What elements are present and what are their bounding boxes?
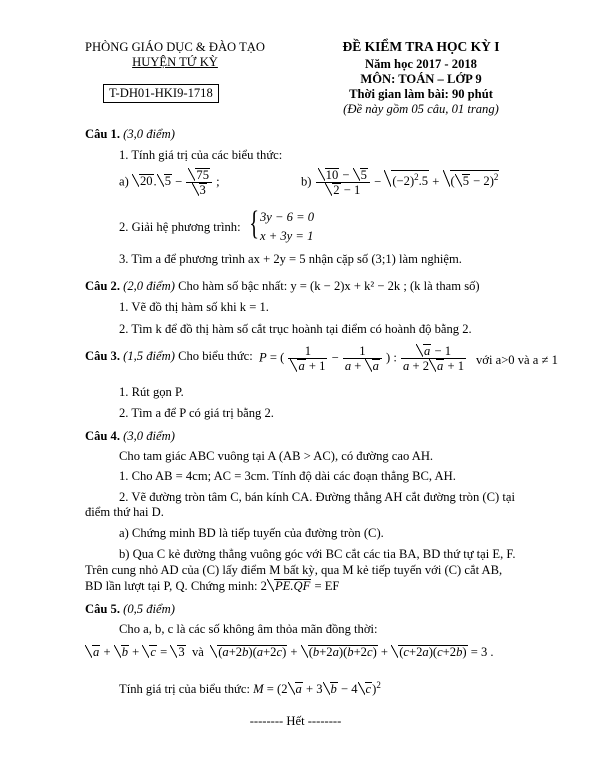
q5-heading: Câu 5. (0,5 điểm) xyxy=(85,602,175,616)
q2-part1: 1. Vẽ đồ thị hàm số khi k = 1. xyxy=(119,300,269,314)
q5-ask: Tính giá trị của biểu thức: M = (2 a + 3 b − 4 c)$^2$ xyxy=(119,680,381,697)
q1-part2: 2. Giải hệ phương trình: xyxy=(119,220,241,234)
q3-expression: P = ( $\frac{1}{a + 1}$ − $\frac{1}{a + a}$ ) : $\frac{a - 1}{a + 2 a + 1}$ xyxy=(259,344,464,373)
subject: MÔN: TOÁN – LỚP 9 xyxy=(360,72,482,86)
q4-part-b-line3: BD lần lượt tại P, Q. Chứng minh: 2 PE.QF = EF xyxy=(85,579,340,593)
system-brace: { xyxy=(249,205,260,242)
q5-conditions: a + b + c = 3 và (a+2b)(a+2c) + (b+2a)(b+2c) + (c+2a)(c+2b) = 3 . xyxy=(93,645,494,659)
q1-expr-a: a) 20. 5 − $\frac{75}{3}$ ; xyxy=(119,168,220,197)
q1-part3: 3. Tìm a để phương trình ax + 2y = 5 nhận cặp số (3;1) làm nghiệm. xyxy=(119,252,462,266)
system-eq2: x + 3y = 1 xyxy=(260,229,314,243)
dept-line1: PHÒNG GIÁO DỤC & ĐÀO TẠO xyxy=(85,40,265,54)
q1-heading: Câu 1. (3,0 điểm) xyxy=(85,127,175,141)
exam-time: Thời gian làm bài: 90 phút xyxy=(349,87,493,101)
q1-expr-b: b) $\frac{10 - 5}{2 - 1}$ − $(-2)^2.5$ + ( 5 − 2)$^2$ xyxy=(301,168,499,197)
q4-heading: Câu 4. (3,0 điểm) xyxy=(85,429,175,443)
q4-part-b-line2: Trên cung nhỏ AD của (C) lấy điểm M bất kỳ, qua M kẻ tiếp tuyến với (C) cắt AB, xyxy=(85,563,503,577)
q2-part2: 2. Tìm k để đồ thị hàm số cắt trục hoành tại điểm có hoành độ bằng 2. xyxy=(119,322,472,336)
system-eq1: 3y − 6 = 0 xyxy=(260,210,315,224)
exam-note: (Đề này gồm 05 câu, 01 trang) xyxy=(343,102,499,116)
dept-line2: HUYỆN TỨ KỲ xyxy=(132,55,218,69)
q3-part1: 1. Rút gọn P. xyxy=(119,385,184,399)
q4-part-b-line1: b) Qua C kẻ đường thẳng vuông góc với BC cắt các tia BA, BD thứ tự tại E, F. xyxy=(119,547,516,561)
q3-part2: 2. Tìm a để P có giá trị bằng 2. xyxy=(119,406,274,420)
q3-condition: với a>0 và a ≠ 1 xyxy=(476,353,558,367)
q2-heading: Câu 2. (2,0 điểm) Cho hàm số bậc nhất: y = (k − 2)x + k² − 2k ; (k là tham số) xyxy=(85,279,480,293)
q4-intro: Cho tam giác ABC vuông tại A (AB > AC), có đường cao AH. xyxy=(119,449,434,463)
q5-intro: Cho a, b, c là các số không âm thỏa mãn đồng thời: xyxy=(119,622,378,636)
q4-part2-line1: 2. Vẽ đường tròn tâm C, bán kính CA. Đường thẳng AH cắt đường tròn (C) tại xyxy=(119,490,515,504)
q1-part1: 1. Tính giá trị của các biểu thức: xyxy=(119,148,283,162)
exam-title: ĐỀ KIỂM TRA HỌC KỲ I xyxy=(342,39,500,54)
q3-heading: Câu 3. (1,5 điểm) Cho biểu thức: xyxy=(85,349,253,363)
q4-part-a: a) Chứng minh BD là tiếp tuyến của đường tròn (C). xyxy=(119,526,384,540)
footer: -------- Hết -------- xyxy=(249,714,342,728)
school-year: Năm học 2017 - 2018 xyxy=(365,57,477,71)
q4-part1: 1. Cho AB = 4cm; AC = 3cm. Tính độ dài các đoạn thẳng BC, AH. xyxy=(119,469,456,483)
q4-part2-line2: điểm thứ hai D. xyxy=(85,505,164,519)
exam-code: T-DH01-HKI9-1718 xyxy=(103,84,219,103)
